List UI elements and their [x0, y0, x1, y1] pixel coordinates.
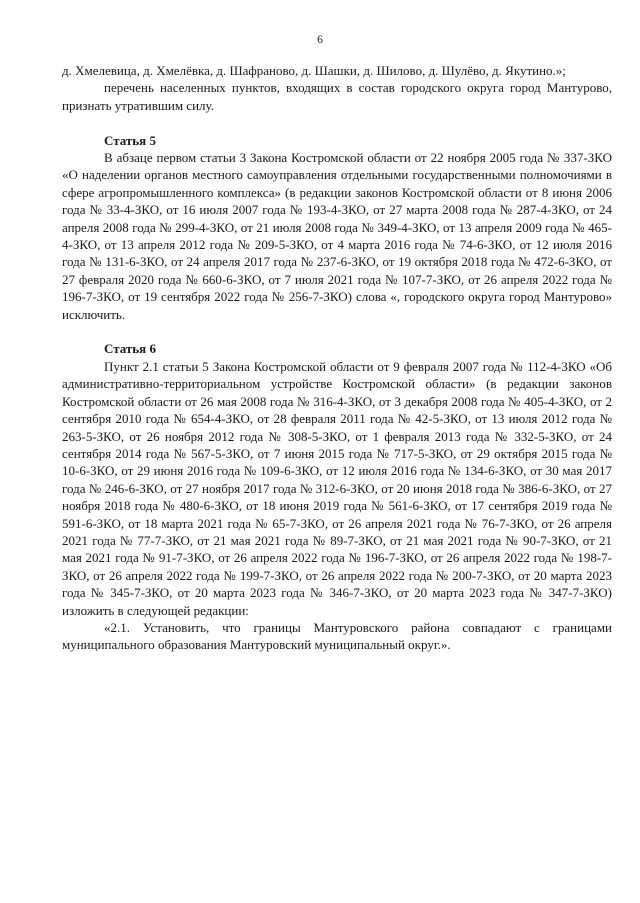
article-6-text: Пункт 2.1 статьи 5 Закона Костромской области от 9 февраля 2007 года № 112-4-ЗКО «Об административно-территориальном устройстве Костромской области» (в редакции законов Костромской области от 26 мая 2008 года № 316-4-ЗКО, от 3 декабря 2008 года № 405-4-ЗКО, от 2 сентября 2010 года № 654-4-ЗКО, от 28 февраля 2011 года № 42-5-ЗКО, от 13 июля 2012 года № 263-5-ЗКО, от 26 ноября 2012 года № 308-5-ЗКО, от 1 февраля 2013 года № 332-5-ЗКО, от 24 сентября 2014 года № 567-5-ЗКО, от 7 июня 2015 года № 717-5-ЗКО, от 29 октября 2015 года № 10-6-ЗКО, от 29 июня 2016 года № 109-6-ЗКО, от 12 июля 2016 года № 134-6-ЗКО, от 30 мая 2017 года № 246-6-ЗКО, от 27 ноября 2017 года № 312-6-ЗКО, от 20 июня 2018 года № 386-6-ЗКО, от 27 ноября 2018 года № 480-6-ЗКО, от 18 июня 2019 года № 561-6-ЗКО, от 17 сентября 2019 года № 591-6-ЗКО, от 18 марта 2021 года № 65-7-ЗКО, от 26 апреля 2021 года № 76-7-ЗКО, от 26 апреля 2021 года № 77-7-ЗКО, от 21 мая 2021 года № 89-7-ЗКО, от 21 мая 2021 года № 90-7-ЗКО, от 21 мая 2021 года № 91-7-ЗКО, от 26 апреля 2022 года № 196-7-ЗКО, от 26 апреля 2022 года № 198-7-ЗКО, от 26 апреля 2022 года № 199-7-ЗКО, от 26 апреля 2022 года № 200-7-ЗКО, от 20 марта 2023 года № 345-7-ЗКО, от 20 марта 2023 года № 346-7-ЗКО, от 20 марта 2023 года № 347-7-ЗКО) изложить в следующей редакции: [62, 358, 612, 618]
article-6-heading: Статья 6 [104, 341, 156, 357]
document-body [62, 62, 612, 654]
paragraph-list-repeal: перечень населенных пунктов, входящих в состав городского округа город Мантурово, признать утратившим силу. [62, 80, 612, 113]
spacer [62, 323, 612, 340]
article-5-heading: Статья 5 [104, 132, 156, 148]
page-number: 6 [317, 34, 323, 46]
spacer [62, 114, 612, 131]
article-5-text: В абзаце первом статьи 3 Закона Костромской области от 22 ноября 2005 года № 337-ЗКО «О наделении органов местного самоуправления отдельными государственными полномочиями в сфере агропромышленного комплекса» (в редакции законов Костромской области от 8 июня 2006 года № 33-4-ЗКО, от 16 июля 2007 года № 193-4-ЗКО, от 27 марта 2008 года № 287-4-ЗКО, от 24 апреля 2008 года № 299-4-ЗКО, от 21 июля 2008 года № 349-4-ЗКО, от 13 апреля 2009 года № 465-4-ЗКО, от 13 апреля 2012 года № 209-5-ЗКО, от 4 марта 2016 года № 74-6-ЗКО, от 12 июля 2016 года № 131-6-ЗКО, от 24 апреля 2017 года № 237-6-ЗКО, от 19 октября 2018 года № 472-6-ЗКО, от 27 февраля 2020 года № 660-6-ЗКО, от 7 июля 2021 года № 107-7-ЗКО, от 26 апреля 2022 года № 196-7-ЗКО, от 19 сентября 2022 года № 256-7-ЗКО) слова «, городского округа город Мантурово» исключить. [62, 150, 612, 322]
paragraph-settlements-end: д. Хмелевица, д. Хмелёвка, д. Шафраново, д. Шашки, д. Шилово, д. Шулёво, д. Якутино.»; [62, 63, 566, 78]
article-6-quote: «2.1. Установить, что границы Мантуровского района совпадают с границами муниципального образования Мантуровский муниципальный округ.». [62, 619, 612, 653]
